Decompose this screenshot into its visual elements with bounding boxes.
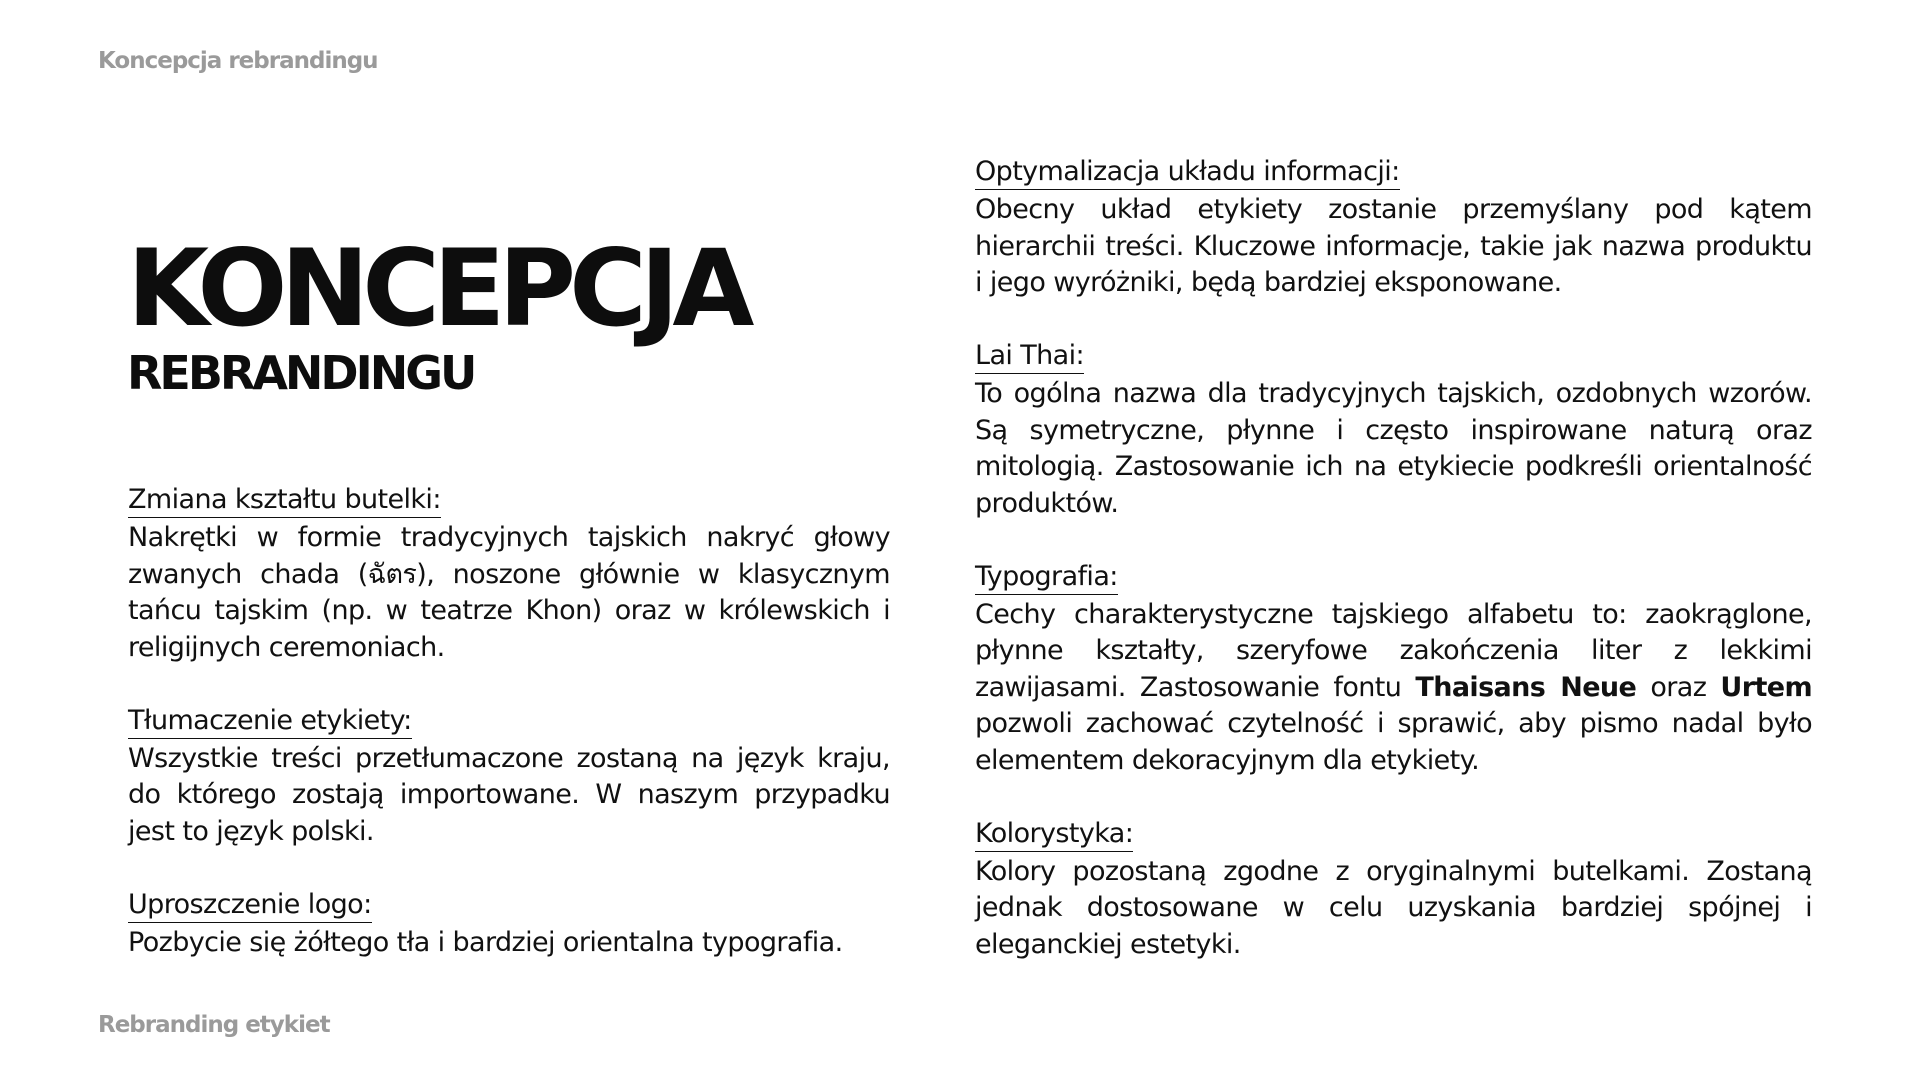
section-colors xyxy=(975,816,1812,964)
left-column xyxy=(128,482,890,998)
typography-text-middle: oraz xyxy=(1636,671,1721,703)
section-heading: Optymalizacja układu informacji: xyxy=(975,155,1400,190)
section-heading: Lai Thai: xyxy=(975,339,1084,374)
section-body: To ogólna nazwa dla tradycyjnych tajskich, ozdobnych wzorów. Są symetryczne, płynne i często inspirowane naturą oraz mitologią. Zastosowanie ich na etykiecie podkreśli orientalność produktów. xyxy=(975,378,1812,519)
section-logo-simplification xyxy=(128,887,890,962)
section-body: Obecny układ etykiety zostanie przemyślany pod kątem hierarchii treści. Kluczowe informacje, takie jak nazwa produktu i jego wyróżniki, będą bardziej eksponowane. xyxy=(975,194,1812,298)
typography-text-end: pozwoli zachować czytelność i sprawić, aby pismo nadal było elementem dekoracyjnym dla etykiety. xyxy=(975,708,1812,776)
section-heading: Typografia: xyxy=(975,560,1118,595)
page-subtitle: REBRANDINGU xyxy=(127,346,475,400)
section-typography xyxy=(975,559,1812,780)
section-heading: Uproszczenie logo: xyxy=(128,888,372,923)
footer-label: Rebranding etykiet xyxy=(98,1012,330,1038)
section-bottle-shape xyxy=(128,482,890,666)
font-name-thaisans: Thaisans Neue xyxy=(1415,671,1637,703)
section-body: Wszystkie treści przetłumaczone zostaną na język kraju, do którego zostają importowane. W naszym przypadku jest to język polski. xyxy=(128,742,890,847)
section-body xyxy=(975,597,1812,780)
section-heading: Kolorystyka: xyxy=(975,817,1133,852)
section-heading: Tłumaczenie etykiety: xyxy=(128,704,412,739)
section-body: Kolory pozostaną zgodne z oryginalnymi butelkami. Zostaną jednak dostosowane w celu uzyskania bardziej spójnej i eleganckiej estetyki. xyxy=(975,855,1812,960)
section-body: Nakrętki w formie tradycyjnych tajskich nakryć głowy zwanych chada (ฉัตร), noszone głównie w klasycznym tańcu tajskim (np. w teatrze Khon) oraz w królewskich i religijnych ceremoniach. xyxy=(128,522,890,663)
section-label-translation xyxy=(128,703,890,851)
section-body: Pozbycie się żółtego tła i bardziej orientalna typografia. xyxy=(128,926,843,958)
section-heading: Zmiana kształtu butelki: xyxy=(128,483,441,518)
header-label: Koncepcja rebrandingu xyxy=(98,48,378,74)
section-lai-thai xyxy=(975,338,1812,522)
right-column xyxy=(975,154,1812,1000)
typography-text-start: Cechy charakterystyczne tajskiego alfabetu to: zaokrąglone, płynne kształty, szeryfowe zakończenia liter z lekkimi zawijasami. Zastosowanie fontu xyxy=(975,598,1812,703)
section-layout-optimization xyxy=(975,154,1812,302)
font-name-urtem: Urtem xyxy=(1720,671,1813,703)
page-title: KONCEPCJA xyxy=(127,227,748,350)
title-block xyxy=(127,227,748,400)
